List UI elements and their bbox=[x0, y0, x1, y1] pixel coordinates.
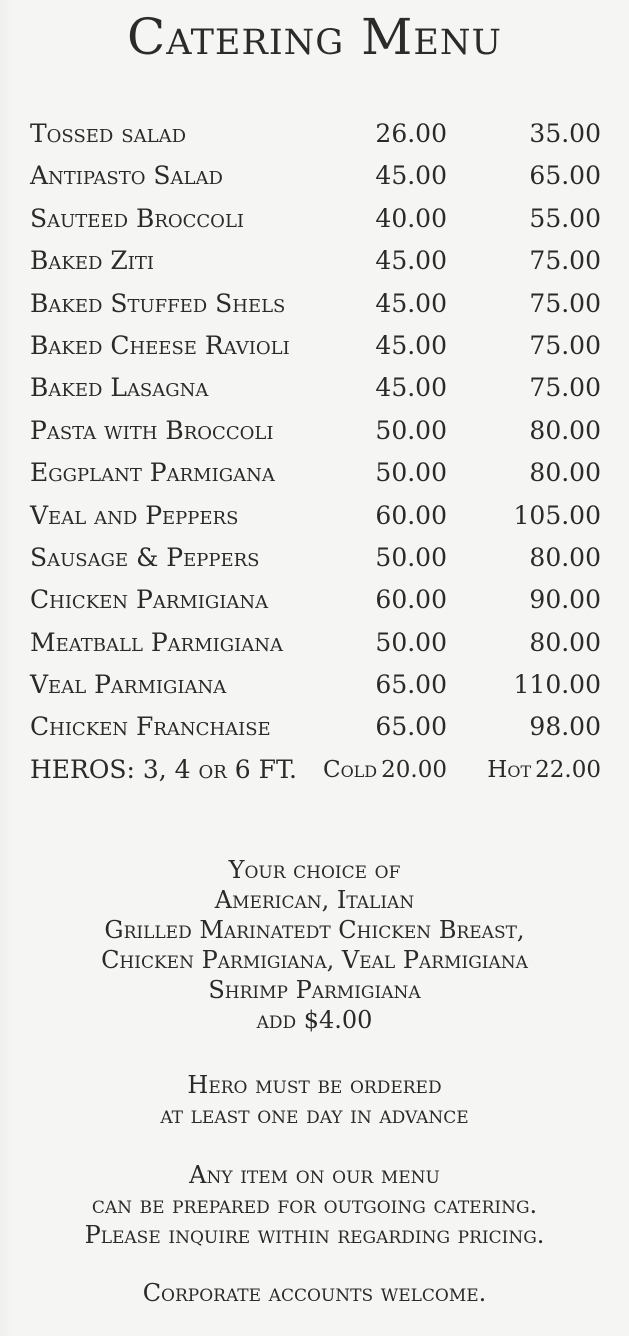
price-large: 98.00 bbox=[529, 712, 601, 742]
price-large: 80.00 bbox=[529, 415, 601, 445]
heros-hot-price bbox=[487, 749, 601, 791]
price-large: 80.00 bbox=[529, 542, 601, 572]
catering-line: Please inquire within regarding pricing. bbox=[84, 1221, 545, 1249]
price-small: 45.00 bbox=[375, 330, 447, 360]
advance-order-note bbox=[0, 1070, 629, 1130]
hot-label: Hot bbox=[487, 756, 532, 783]
item-name: Eggplant Parmigana bbox=[30, 458, 275, 488]
menu-item bbox=[30, 664, 605, 706]
price-large: 75.00 bbox=[529, 330, 601, 360]
catering-line: Any item on our menu bbox=[189, 1161, 440, 1189]
item-name: Baked Ziti bbox=[30, 246, 154, 276]
choices-line: Grilled Marinatedt Chicken Breast, bbox=[104, 916, 525, 944]
price-large: 75.00 bbox=[529, 373, 601, 403]
price-large: 80.00 bbox=[529, 627, 601, 657]
price-small: 50.00 bbox=[375, 627, 447, 657]
item-name: Baked Lasagna bbox=[30, 373, 209, 403]
item-name: Veal and Peppers bbox=[30, 500, 239, 530]
item-name: Pasta with Broccoli bbox=[30, 415, 274, 445]
price-large: 75.00 bbox=[529, 288, 601, 318]
menu-item bbox=[30, 325, 605, 367]
page-title: Catering Menu bbox=[126, 8, 503, 66]
price-large: 55.00 bbox=[529, 203, 601, 233]
item-name: Sausage & Peppers bbox=[30, 542, 260, 572]
price-small: 50.00 bbox=[375, 415, 447, 445]
menu-item bbox=[30, 240, 605, 282]
heros-cold-price bbox=[323, 749, 447, 791]
choices-line: Chicken Parmigiana, Veal Parmigiana bbox=[101, 946, 528, 974]
choices-line: Shrimp Parmigiana bbox=[208, 976, 421, 1004]
price-small: 65.00 bbox=[375, 670, 447, 700]
price-large: 35.00 bbox=[529, 119, 601, 148]
advance-line: at least one day in advance bbox=[160, 1101, 469, 1129]
price-small: 40.00 bbox=[375, 203, 447, 233]
price-small: 45.00 bbox=[375, 288, 447, 318]
menu-item bbox=[30, 410, 605, 452]
price-small: 65.00 bbox=[375, 712, 447, 742]
price-small: 50.00 bbox=[375, 542, 447, 572]
heros-name: HEROS: 3, 4 or 6 FT. bbox=[30, 754, 297, 784]
price-small: 45.00 bbox=[375, 373, 447, 403]
item-name: Antipasto Salad bbox=[30, 161, 223, 191]
item-name: Veal Parmigiana bbox=[30, 670, 227, 700]
menu-item bbox=[30, 579, 605, 621]
price-small: 45.00 bbox=[375, 161, 447, 191]
menu-item bbox=[30, 113, 605, 155]
corporate-accounts-note bbox=[0, 1278, 629, 1308]
item-name: Chicken Franchaise bbox=[30, 712, 271, 742]
cold-price: 20.00 bbox=[381, 756, 447, 783]
price-small: 60.00 bbox=[375, 585, 447, 615]
hero-choices-note bbox=[0, 855, 629, 1035]
price-large: 90.00 bbox=[529, 585, 601, 615]
catering-note bbox=[0, 1160, 629, 1250]
advance-line: Hero must be ordered bbox=[187, 1071, 442, 1099]
menu-item bbox=[30, 706, 605, 748]
price-large: 75.00 bbox=[529, 246, 601, 276]
price-large: 80.00 bbox=[529, 458, 601, 488]
choices-line: Your choice of bbox=[228, 856, 401, 884]
menu-item bbox=[30, 452, 605, 494]
price-small: 45.00 bbox=[375, 246, 447, 276]
cold-label: Cold bbox=[322, 756, 378, 783]
item-name: Baked Stuffed Shels bbox=[30, 288, 286, 318]
menu-list bbox=[30, 113, 605, 791]
price-small: 50.00 bbox=[375, 458, 447, 488]
menu-item bbox=[30, 283, 605, 325]
item-name: Tossed salad bbox=[30, 119, 187, 148]
price-large: 65.00 bbox=[529, 161, 601, 191]
price-large: 110.00 bbox=[513, 670, 601, 700]
corporate-line: Corporate accounts welcome. bbox=[142, 1279, 487, 1307]
choices-line: American, Italian bbox=[214, 886, 415, 914]
catering-line: can be prepared for outgoing catering. bbox=[91, 1191, 538, 1219]
menu-item bbox=[30, 198, 605, 240]
price-small: 60.00 bbox=[375, 500, 447, 530]
price-small: 26.00 bbox=[375, 119, 447, 148]
item-name: Baked Cheese Ravioli bbox=[30, 330, 290, 360]
menu-item bbox=[30, 495, 605, 537]
item-name: Meatball Parmigiana bbox=[30, 627, 283, 657]
menu-item bbox=[30, 622, 605, 664]
menu-item bbox=[30, 367, 605, 409]
menu-item bbox=[30, 155, 605, 197]
item-name: Chicken Parmigiana bbox=[30, 585, 269, 615]
menu-item bbox=[30, 537, 605, 579]
choices-line: add $4.00 bbox=[256, 1006, 373, 1034]
price-large: 105.00 bbox=[513, 500, 601, 530]
item-name: Sauteed Broccoli bbox=[30, 203, 245, 233]
heros-row bbox=[30, 749, 605, 791]
hot-price: 22.00 bbox=[535, 756, 601, 783]
